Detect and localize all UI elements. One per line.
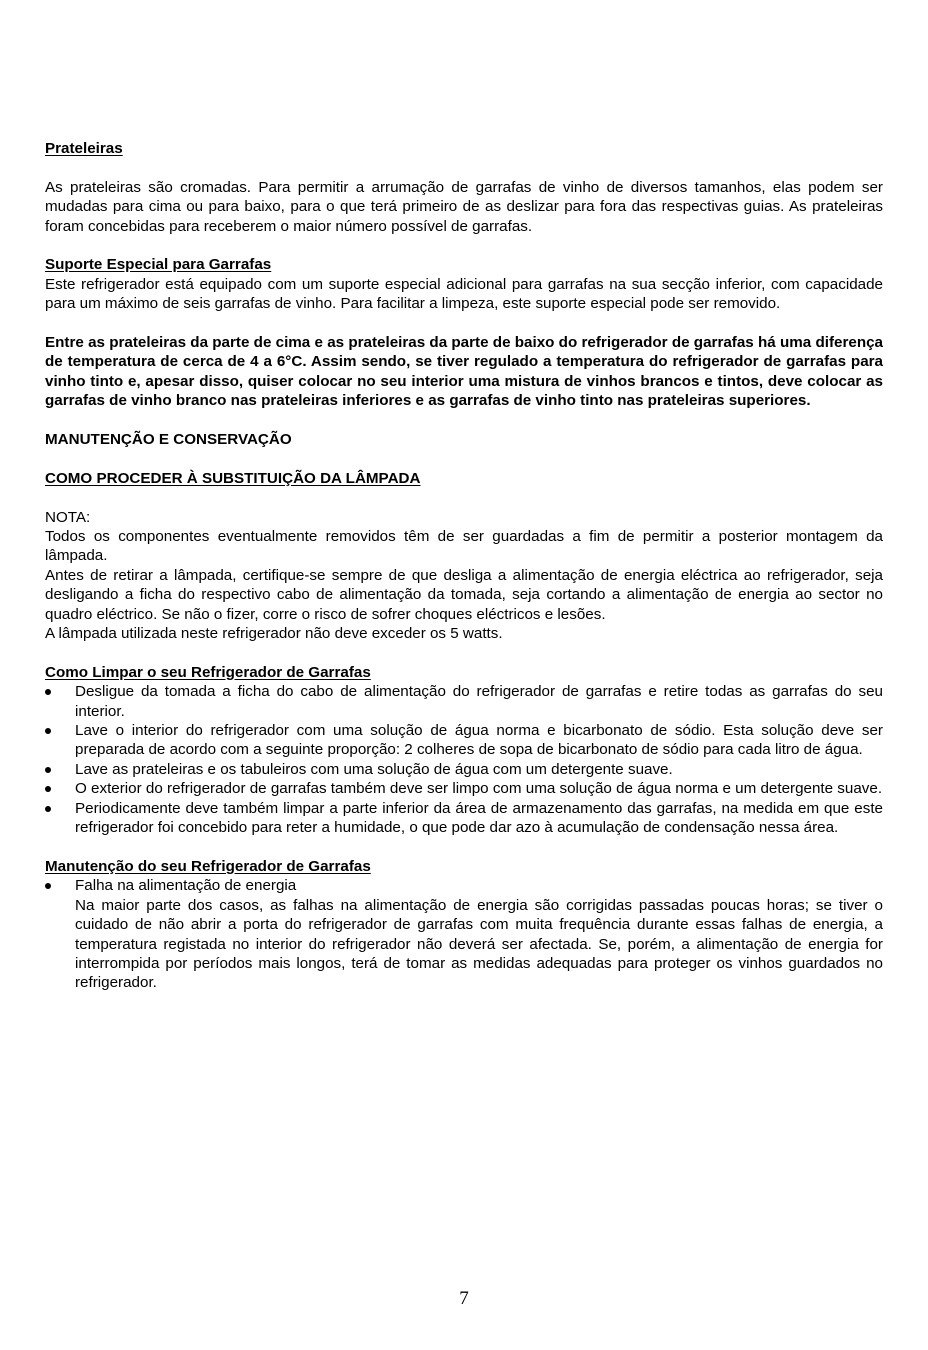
para-prateleiras: As prateleiras são cromadas. Para permitir a arrumação de garrafas de vinho de diversos tamanhos, elas podem ser mudadas para cima ou para baixo, para o que terá primeiro de as deslizar para fora das respectivas guias. As prateleiras foram concebidas para receberem o maior número possível de garrafas. bbox=[45, 178, 883, 235]
heading-suporte: Suporte Especial para Garrafas bbox=[45, 256, 272, 274]
list-manutencao bbox=[45, 876, 883, 992]
list-limpar bbox=[45, 682, 883, 837]
list-item bbox=[45, 760, 883, 779]
bullet-icon bbox=[45, 728, 51, 734]
list-item bbox=[45, 682, 883, 721]
document-page bbox=[45, 139, 883, 993]
heading-manutencao: Manutenção do seu Refrigerador de Garrafas bbox=[45, 857, 371, 875]
heading-lampada: COMO PROCEDER À SUBSTITUIÇÃO DA LÂMPADA bbox=[45, 469, 421, 487]
list-item-text: Lave as prateleiras e os tabuleiros com uma solução de água com um detergente suave. bbox=[75, 760, 673, 778]
bullet-icon bbox=[45, 786, 51, 792]
list-item-title: Falha na alimentação de energia bbox=[75, 877, 297, 895]
list-item-text: Desligue da tomada a ficha do cabo de alimentação do refrigerador de garrafas e retire todas as garrafas do seu interior. bbox=[75, 683, 883, 720]
para-suporte: Este refrigerador está equipado com um suporte especial adicional para garrafas na sua secção inferior, com capacidade para um máximo de seis garrafas de vinho. Para facilitar a limpeza, este suporte especial pode ser removido. bbox=[45, 275, 883, 313]
heading-limpar: Como Limpar o seu Refrigerador de Garrafas bbox=[45, 663, 371, 681]
para-lampada-3: A lâmpada utilizada neste refrigerador não deve exceder os 5 watts. bbox=[45, 625, 503, 643]
list-item-text: Lave o interior do refrigerador com uma solução de água norma e bicarbonato de sódio. Esta solução deve ser preparada de acordo com a seguinte proporção: 2 colheres de sopa de bicarbonato de sódio para cada litro de água. bbox=[75, 722, 883, 759]
list-item bbox=[45, 876, 883, 992]
list-item-text: O exterior do refrigerador de garrafas também deve ser limpo com uma solução de água norma e um detergente suave. bbox=[75, 780, 883, 798]
para-lampada-2: Antes de retirar a lâmpada, certifique-se sempre de que desliga a alimentação de energia eléctrica ao refrigerador, seja desligando a ficha do respectivo cabo de alimentação da tomada, seja cortando a alimentação de energia ao sector no quadro eléctrico. Se não o fizer, corre o risco de sofrer choques eléctricos e lesões. bbox=[45, 566, 883, 623]
para-aviso-temperatura: Entre as prateleiras da parte de cima e as prateleiras da parte de baixo do refrigerador de garrafas há uma diferença de temperatura de cerca de 4 a 6°C. Assim sendo, se tiver regulado a temperatura do refrigerador de garrafas para vinho tinto e, apesar disso, quiser colocar no seu interior uma mistura de vinhos brancos e tintos, deve colocar as garrafas de vinho branco nas prateleiras inferiores e as garrafas de vinho tinto nas prateleiras superiores. bbox=[45, 334, 883, 410]
list-item bbox=[45, 721, 883, 760]
para-lampada-1: Todos os componentes eventualmente removidos têm de ser guardadas a fim de permitir a posterior montagem da lâmpada. bbox=[45, 528, 883, 565]
list-item bbox=[45, 779, 883, 798]
bullet-icon bbox=[45, 767, 51, 773]
list-item-text: Na maior parte dos casos, as falhas na alimentação de energia são corrigidas passadas poucas horas; se tiver o cuidado de não abrir a porta do refrigerador de garrafas com muita frequência durante essas falhas de energia, a temperatura registada no interior do refrigerador não deverá ser afectada. Se, porém, a alimentação de energia for interrompida por períodos mais longos, terá de tomar as medidas adequadas para proteger os vinhos guardados no refrigerador. bbox=[75, 896, 883, 992]
list-item-text: Periodicamente deve também limpar a parte inferior da área de armazenamento das garrafas, na medida em que este refrigerador foi concebido para reter a humidade, o que pode dar azo à acumulação de condensação nessa área. bbox=[75, 799, 883, 837]
heading-manutencao-conservacao: MANUTENÇÃO E CONSERVAÇÃO bbox=[45, 431, 292, 449]
bullet-icon bbox=[45, 689, 51, 695]
nota-label: NOTA: bbox=[45, 508, 91, 526]
heading-prateleiras: Prateleiras bbox=[45, 140, 123, 157]
page-number: 7 bbox=[459, 1288, 469, 1309]
bullet-icon bbox=[45, 883, 51, 889]
bullet-icon bbox=[45, 806, 51, 812]
list-item bbox=[45, 799, 883, 838]
